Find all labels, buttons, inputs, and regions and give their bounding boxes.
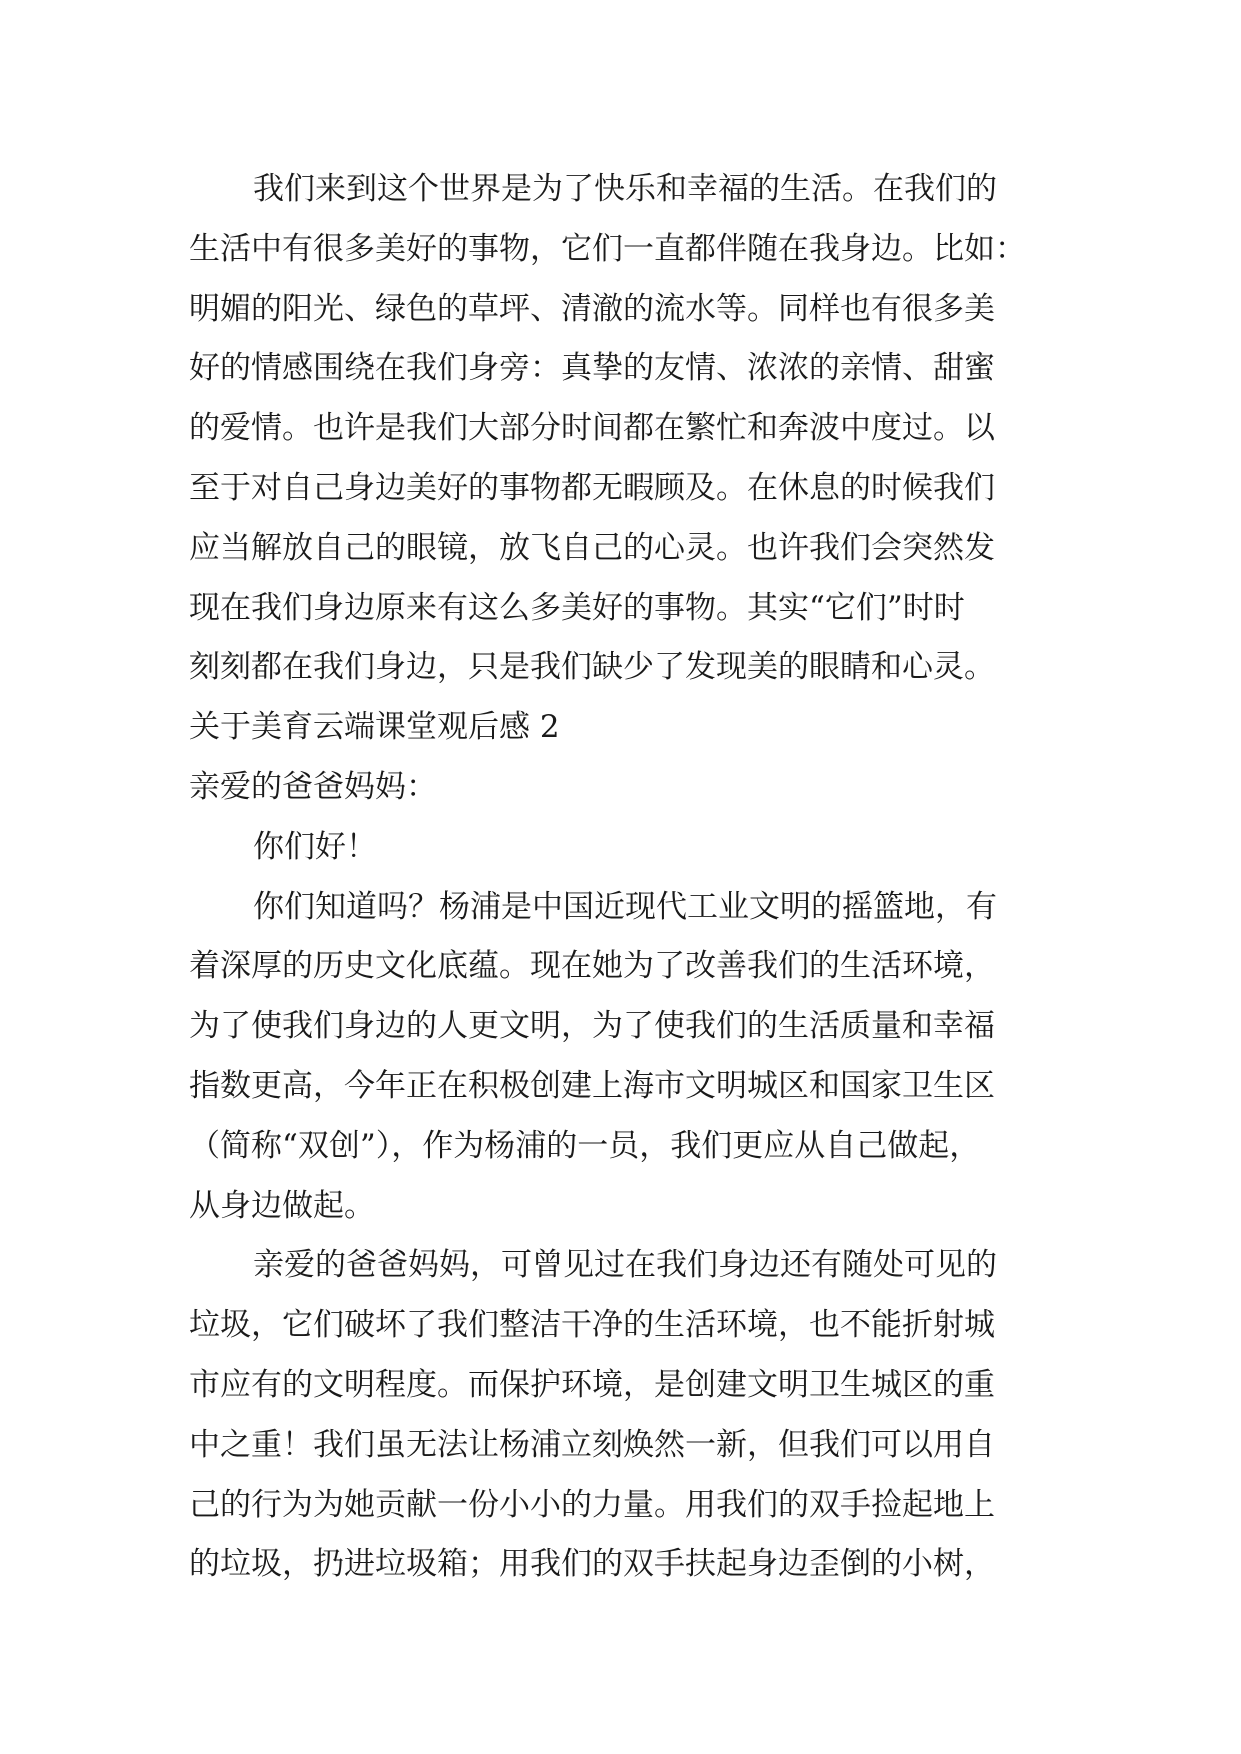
text-line: 现在我们身边原来有这么多美好的事物。其实“它们”时时 <box>189 589 965 626</box>
text-line: 生活中有很多美好的事物，它们一直都伴随在我身边。比如： <box>189 230 1026 267</box>
paragraph-2 <box>189 878 1079 1237</box>
document-body <box>189 160 1079 1595</box>
text-line: 刻刻都在我们身边，只是我们缺少了发现美的眼睛和心灵。 <box>189 649 995 686</box>
text-line: 好的情感围绕在我们身旁：真挚的友情、浓浓的亲情、甜蜜 <box>189 350 995 387</box>
salutation: 亲爱的爸爸妈妈： <box>189 768 437 805</box>
text-line: 的爱情。也许是我们大部分时间都在繁忙和奔波中度过。以 <box>189 410 995 447</box>
text-line: 市应有的文明程度。而保护环境，是创建文明卫生城区的重 <box>189 1366 995 1403</box>
text-line: 应当解放自己的眼镜，放飞自己的心灵。也许我们会突然发 <box>189 529 995 566</box>
text-line: （简称“双创”），作为杨浦的一员，我们更应从自己做起， <box>189 1127 981 1164</box>
text-line: 垃圾，它们破坏了我们整洁干净的生活环境，也不能折射城 <box>189 1307 995 1344</box>
text-line: 至于对自己身边美好的事物都无暇顾及。在休息的时候我们 <box>189 469 995 506</box>
paragraph-3 <box>189 1236 1079 1595</box>
text-line: 的垃圾，扔进垃圾箱；用我们的双手扶起身边歪倒的小树， <box>189 1546 995 1583</box>
text-line: 指数更高，今年正在积极创建上海市文明城区和国家卫生区 <box>189 1067 995 1104</box>
text-line: 你们知道吗？杨浦是中国近现代工业文明的摇篮地，有 <box>253 888 997 925</box>
text-line: 从身边做起。 <box>189 1187 375 1224</box>
greeting: 你们好！ <box>253 828 377 865</box>
text-line: 明媚的阳光、绿色的草坪、清澈的流水等。同样也有很多美 <box>189 290 995 327</box>
text-line: 亲爱的爸爸妈妈，可曾见过在我们身边还有随处可见的 <box>253 1247 997 1284</box>
paragraph-1 <box>189 160 1079 698</box>
section-title: 关于美育云端课堂观后感 2 <box>189 709 560 746</box>
text-line: 中之重！我们虽无法让杨浦立刻焕然一新，但我们可以用自 <box>189 1426 995 1463</box>
text-line: 己的行为为她贡献一份小小的力量。用我们的双手捡起地上 <box>189 1486 995 1523</box>
text-line: 着深厚的历史文化底蕴。现在她为了改善我们的生活环境， <box>189 948 995 985</box>
text-line: 为了使我们身边的人更文明，为了使我们的生活质量和幸福 <box>189 1008 995 1045</box>
text-line: 我们来到这个世界是为了快乐和幸福的生活。在我们的 <box>253 171 997 207</box>
